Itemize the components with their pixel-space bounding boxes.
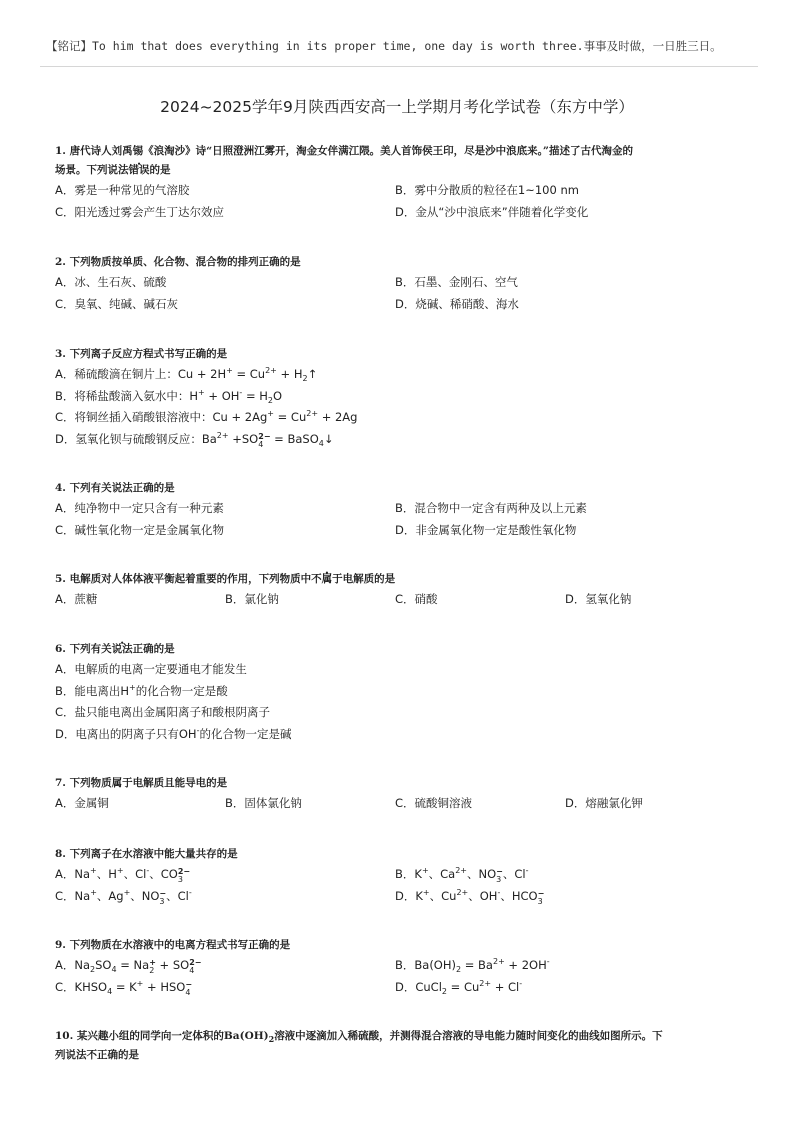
question-5 xyxy=(55,570,755,611)
question-7-stem: 7. 下列物质属于电解质且能导电的是 xyxy=(55,777,228,789)
question-6-options xyxy=(55,659,745,745)
emphasis-mark: 说法 xyxy=(111,643,133,655)
question-1-stem xyxy=(55,142,755,180)
question-8-options xyxy=(55,864,745,907)
question-10-stem: 10. 某兴趣小组的同学向一定体积的$Ba(OH)_2$溶液中逐滴加入稀硫酸，并测得混合溶液的导电能力随时间变化的曲线如图所示。下 列说法不正确的是 xyxy=(55,1030,663,1061)
question-4-stem: 4. 下列有关说法正确的是 xyxy=(55,482,175,494)
option-c[interactable]: C．碱性氧化物一定是金属氧化物 xyxy=(55,522,225,537)
motto-header: 【铭记】To him that does everything in its proper time, one day is worth three.事事及时做，一日胜三日。 xyxy=(46,39,722,53)
question-5-stem: 5. 电解质对人体体液平衡起着重要的作用，下列物质中不属于电解质的是 xyxy=(55,573,396,585)
option-a[interactable]: A．电解质的电离一定要通电才能发生 xyxy=(55,662,247,676)
question-1-stem-line1: 1. 唐代诗人刘禹锡《浪淘沙》诗“日照澄洲江雾开，淘金女伴满江隈。美人首饰侯王印，尽是沙中浪底来。”描述了古代淘金的 xyxy=(55,145,633,157)
question-2-stem: 2. 下列物质按单质、化合物、混合物的排列正确的是 xyxy=(55,256,301,268)
option-c[interactable]: C．将铜丝插入硝酸银溶液中：$Cu + 2Ag^+ = Cu^{2+} + 2Ag$ xyxy=(55,409,358,424)
option-b[interactable]: B．石墨、金刚石、空气 xyxy=(395,275,518,289)
question-1-options xyxy=(55,180,745,223)
question-9-stem: 9. 下列物质在水溶液中的电离方程式书写正确的是 xyxy=(55,939,291,951)
option-a[interactable]: A．Na+、H+、Cl-、CO 2− 3 xyxy=(55,866,191,884)
option-c[interactable]: C．盐只能电离出金属阳离子和酸根阴离子 xyxy=(55,705,271,719)
question-4-options xyxy=(55,498,745,541)
question-4 xyxy=(55,479,755,541)
option-a[interactable]: A．金属铜 xyxy=(55,796,109,810)
question-1-stem-end: 的是 xyxy=(149,164,171,176)
option-b[interactable]: B．雾中分散质的粒径在1~100 nm xyxy=(395,183,579,197)
question-3 xyxy=(55,345,755,450)
option-c[interactable]: C．Na+、Ag+、NO − 3 、Cl- xyxy=(55,887,192,906)
question-9 xyxy=(55,936,755,998)
emphasis-mark: 不属于 xyxy=(311,573,343,585)
option-b[interactable]: B．氯化钠 xyxy=(225,592,279,606)
option-d[interactable]: D．金从“沙中浪底来”伴随着化学变化 xyxy=(395,204,589,219)
question-5-options xyxy=(55,589,745,611)
header-divider xyxy=(40,66,758,67)
option-d[interactable]: D．熔融氯化钾 xyxy=(565,796,643,810)
question-8-stem: 8. 下列离子在水溶液中能大量共存的是 xyxy=(55,848,238,860)
option-b[interactable]: B．K+、$Ca^{2+}$、NO − 3 、Cl- xyxy=(395,866,529,884)
question-1 xyxy=(55,142,755,223)
option-a[interactable]: A．蔗糖 xyxy=(55,592,98,606)
option-b[interactable]: B．固体氯化钠 xyxy=(225,796,302,810)
question-1-stem-line2: 场景。下列说法 xyxy=(55,164,129,176)
question-8 xyxy=(55,845,755,907)
option-d[interactable]: D．非金属氧化物一定是酸性氧化物 xyxy=(395,522,577,537)
question-6 xyxy=(55,640,755,745)
option-b[interactable]: B．$Ba(OH)_2 = Ba^{2+} + 2OH^-$ xyxy=(395,957,550,974)
question-6-stem: 6. 下列有关说法正确的是 xyxy=(55,643,175,655)
question-3-stem: 3. 下列离子反应方程式书写正确的是 xyxy=(55,348,228,360)
question-9-options xyxy=(55,955,745,998)
question-3-options xyxy=(55,364,745,450)
option-a[interactable]: A．雾是一种常见的气溶胶 xyxy=(55,183,190,197)
option-c[interactable]: C．$KHSO_4 = K^+$ + HSO − 4 xyxy=(55,978,193,997)
option-d[interactable]: D．CuCl$_2$ = $Cu^{2+} + Cl^-$ xyxy=(395,978,523,996)
option-a[interactable]: A．纯净物中一定只含有一种元素 xyxy=(55,501,224,515)
option-a[interactable]: A．冰、生石灰、硫酸 xyxy=(55,275,167,289)
emphasis-mark: 错误 xyxy=(128,164,150,176)
question-7 xyxy=(55,774,755,815)
exam-title: 2024~2025学年9月陕西西安高一上学期月考化学试卷（东方中学） xyxy=(160,98,634,116)
option-b[interactable]: B．将稀盐酸滴入氨水中：$H^+ + OH^- = H_2O$ xyxy=(55,387,283,405)
question-7-options xyxy=(55,793,745,815)
option-d[interactable]: D．K+、$Cu^{2+}$、OH-、HCO − 3 xyxy=(395,887,545,906)
option-d[interactable]: D．电离出的阴离子只有OH-的化合物一定是碱 xyxy=(55,725,292,741)
option-a[interactable]: A．$Na_2SO_4 = Na$ + 2 + SO 2− 4 xyxy=(55,958,202,975)
option-b[interactable]: B．混合物中一定含有两种及以上元素 xyxy=(395,501,587,515)
option-c[interactable]: C．阳光透过雾会产生丁达尔效应 xyxy=(55,204,225,219)
option-c[interactable]: C．臭氧、纯碱、碱石灰 xyxy=(55,296,179,311)
option-d[interactable]: D．烧碱、稀硝酸、海水 xyxy=(395,296,519,311)
option-c[interactable]: C．硫酸铜溶液 xyxy=(395,796,473,810)
question-2-options xyxy=(55,272,745,315)
question-2 xyxy=(55,253,755,315)
question-10 xyxy=(55,1027,755,1065)
option-b[interactable]: B．能电离出H+的化合物一定是酸 xyxy=(55,682,228,698)
option-d[interactable]: D．氢氧化钡与硫酸钢反应：$Ba^{2+} +SO$ 2− 4 = BaSO$_4$↓ xyxy=(55,430,334,449)
option-c[interactable]: C．硝酸 xyxy=(395,592,438,606)
option-d[interactable]: D．氢氧化钠 xyxy=(565,592,632,606)
option-a[interactable]: A．稀硫酸滴在铜片上：$Cu + 2H^+ = Cu^{2+}$ + $H_2↑$ xyxy=(55,366,318,383)
